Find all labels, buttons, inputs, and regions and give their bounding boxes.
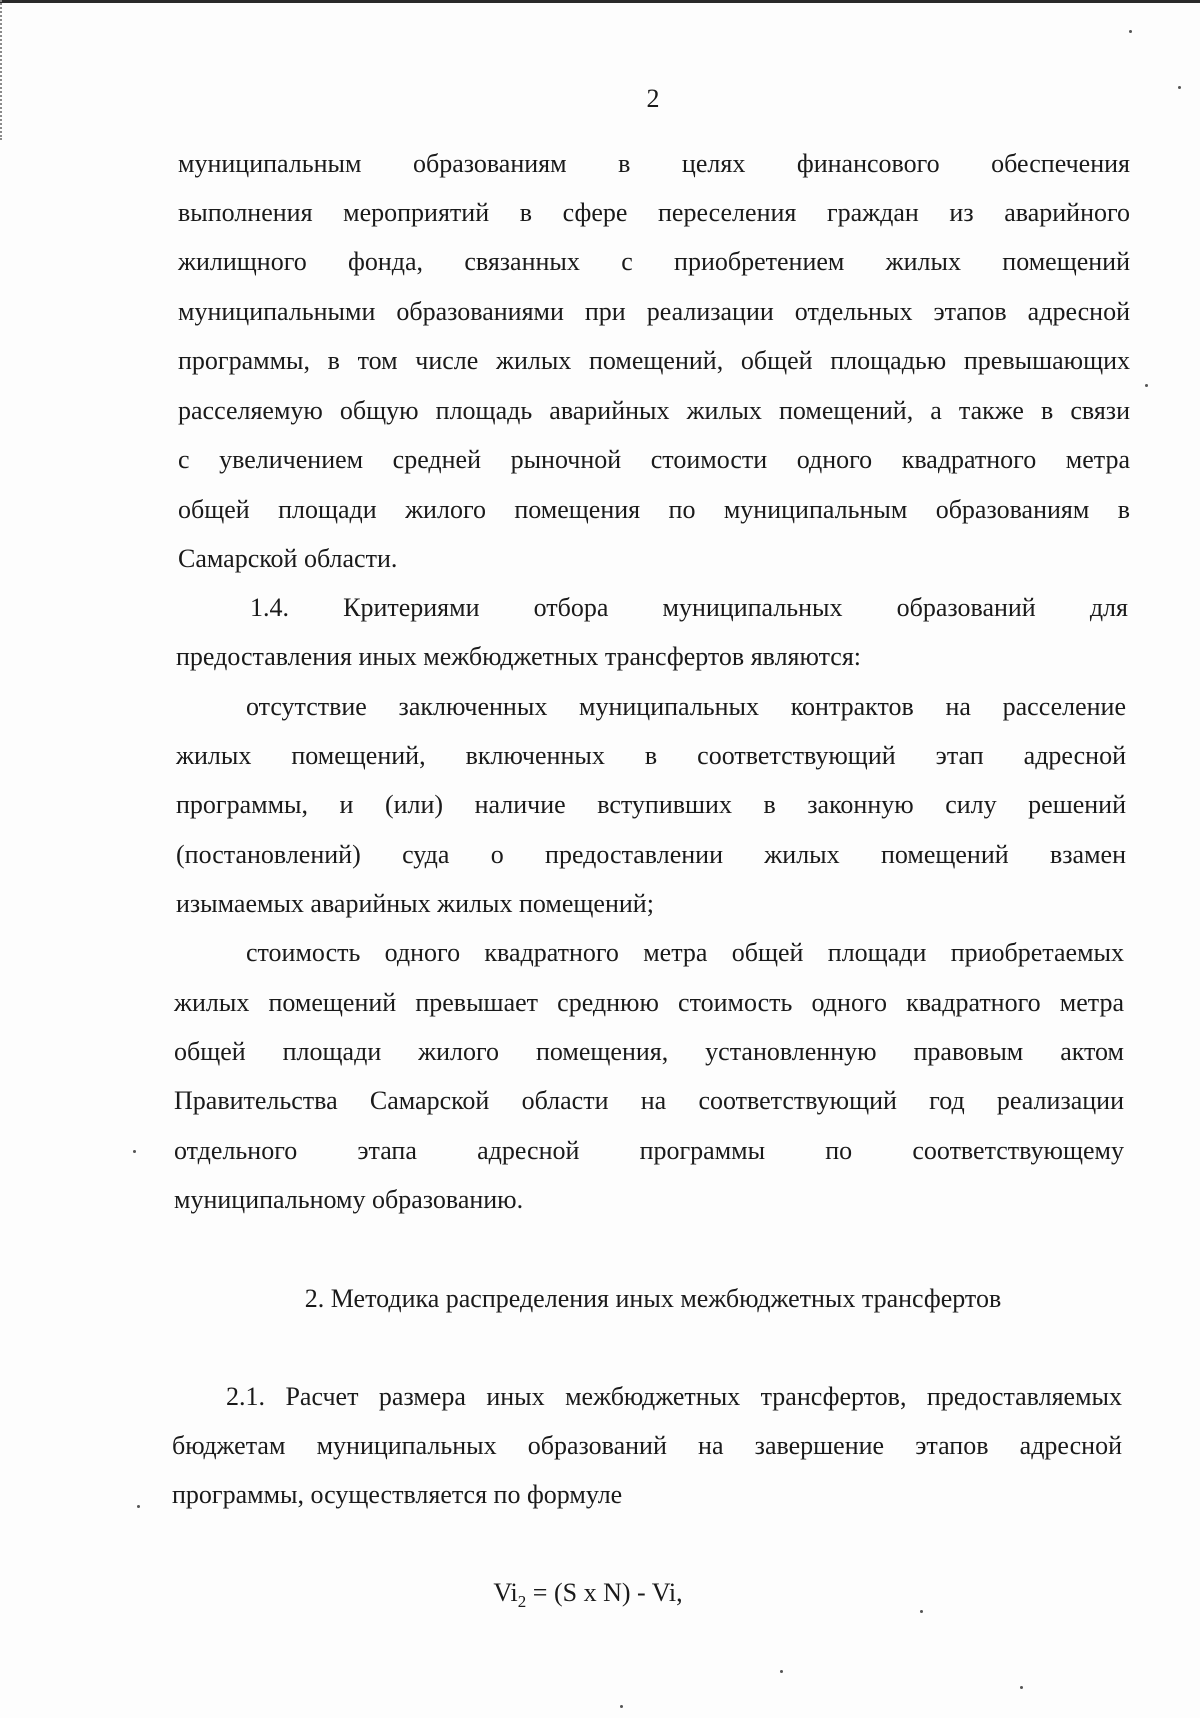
- paragraph-line: жилищного фонда, связанных с приобретением жилых помещений: [178, 247, 1130, 276]
- top-border: [0, 0, 1200, 3]
- paragraph-line: изымаемых аварийных жилых помещений;: [176, 889, 654, 918]
- paragraph-line: отдельного этапа адресной программы по соответствующему: [174, 1136, 1124, 1165]
- paragraph-line: программы, и (или) наличие вступивших в законную силу решений: [176, 790, 1126, 819]
- paragraph-line: общей площади жилого помещения по муниципальным образованиям в: [178, 495, 1130, 524]
- paragraph-line: Правительства Самарской области на соответствующий год реализации: [174, 1086, 1124, 1115]
- scan-speck: [1129, 30, 1132, 33]
- paragraph-line: муниципальными образованиями при реализации отдельных этапов адресной: [178, 297, 1130, 326]
- paragraph-line: предоставления иных межбюджетных трансфертов являются:: [176, 642, 862, 671]
- scan-speck: [137, 1505, 140, 1508]
- scan-speck: [1145, 384, 1148, 387]
- formula: [0, 1577, 1176, 1618]
- paragraph-line: муниципальному образованию.: [174, 1185, 524, 1214]
- scan-edge: [0, 0, 4, 140]
- formula-lhs: Vi: [493, 1578, 518, 1607]
- paragraph-line: 2.1. Расчет размера иных межбюджетных трансфертов, предоставляемых: [226, 1382, 1122, 1411]
- paragraph-line: программы, в том числе жилых помещений, общей площадью превышающих: [178, 346, 1130, 375]
- paragraph-line: (постановлений) суда о предоставлении жилых помещений взамен: [176, 840, 1126, 869]
- paragraph-line: отсутствие заключенных муниципальных контрактов на расселение: [246, 692, 1126, 721]
- formula-subscript: 2: [517, 1592, 527, 1612]
- paragraph-line: общей площади жилого помещения, установленную правовым актом: [174, 1037, 1124, 1066]
- formula-rhs: = (S x N) - Vi,: [526, 1578, 683, 1607]
- paragraph-line: 1.4. Критериями отбора муниципальных образований для: [250, 593, 1128, 622]
- scan-speck: [620, 1705, 623, 1708]
- paragraph-line: стоимость одного квадратного метра общей площади приобретаемых: [246, 938, 1124, 967]
- scan-speck: [780, 1670, 783, 1673]
- scan-speck: [920, 1610, 923, 1613]
- page-number: 2: [646, 84, 660, 113]
- paragraph-line: с увеличением средней рыночной стоимости одного квадратного метра: [178, 445, 1130, 474]
- paragraph-line: программы, осуществляется по формуле: [172, 1480, 623, 1509]
- paragraph-line: бюджетам муниципальных образований на завершение этапов адресной: [172, 1431, 1122, 1460]
- paragraph-line: Самарской области.: [178, 544, 398, 573]
- scan-speck: [1178, 86, 1181, 89]
- paragraph-line: выполнения мероприятий в сфере переселения граждан из аварийного: [178, 198, 1130, 227]
- paragraph-line: жилых помещений превышает среднюю стоимость одного квадратного метра: [174, 988, 1124, 1017]
- paragraph-line: жилых помещений, включенных в соответствующий этап адресной: [176, 741, 1126, 770]
- section-heading: 2. Методика распределения иных межбюджетных трансфертов: [304, 1284, 1002, 1313]
- scan-speck: [133, 1150, 136, 1153]
- scan-speck: [1020, 1686, 1023, 1689]
- paragraph-line: муниципальным образованиям в целях финансового обеспечения: [178, 149, 1130, 178]
- paragraph-line: расселяемую общую площадь аварийных жилых помещений, а также в связи: [178, 396, 1130, 425]
